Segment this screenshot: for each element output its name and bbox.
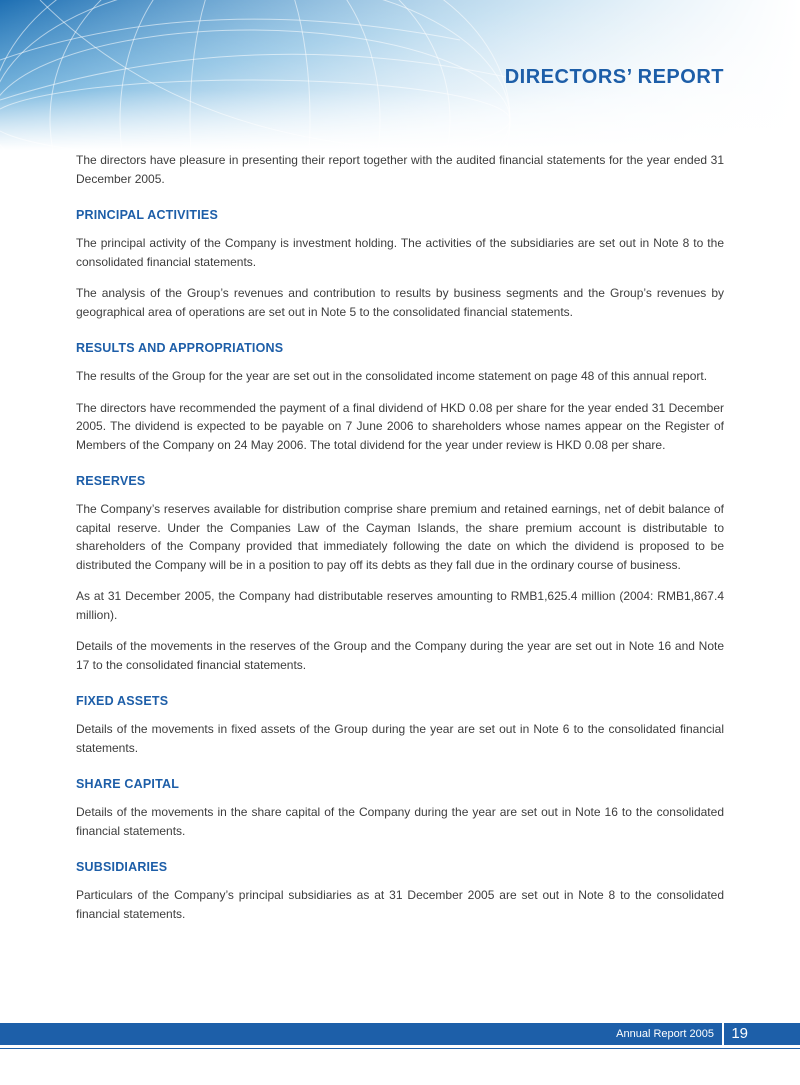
section-heading-subsidiaries: SUBSIDIARIES xyxy=(76,860,168,874)
page-number: 19 xyxy=(731,1025,748,1042)
footer-rule xyxy=(0,1048,800,1049)
section-heading-principal-activities: PRINCIPAL ACTIVITIES xyxy=(76,208,218,222)
section-heading-reserves: RESERVES xyxy=(76,474,146,488)
footer-report-label: Annual Report 2005 xyxy=(616,1028,714,1040)
section-paragraph: Details of the movements in the share capital of the Company during the year are set out in Note 16 to the consolidated financial statements. xyxy=(76,805,724,838)
section-paragraph: The results of the Group for the year are set out in the consolidated income statement on page 48 of this annual report. xyxy=(76,369,708,383)
section-paragraph: The directors have recommended the payment of a final dividend of HKD 0.08 per share for the year ended 31 December 2005. The dividend is expected to be payable on 7 June 2006 to shareholders whose names appear on the Register of Members of the Company on 24 May 2006. The total dividend for the year under review is HKD 0.08 per share. xyxy=(76,400,724,452)
section-heading-results-and-appropriations: RESULTS AND APPROPRIATIONS xyxy=(76,341,284,355)
section-paragraph: The analysis of the Group’s revenues and contribution to results by business segments and the Group’s revenues by geographical area of operations are set out in Note 5 to the consolidated financial statements. xyxy=(76,286,724,319)
page-title: DIRECTORS’ REPORT xyxy=(504,66,724,88)
footer-divider xyxy=(722,1023,724,1045)
section-paragraph: Particulars of the Company’s principal subsidiaries as at 31 December 2005 are set out in Note 8 to the consolidated financial statements. xyxy=(76,888,724,921)
section-paragraph: As at 31 December 2005, the Company had distributable reserves amounting to RMB1,625.4 million (2004: RMB1,867.4 million). xyxy=(76,589,724,622)
section-heading-fixed-assets: FIXED ASSETS xyxy=(76,694,169,708)
section-paragraph: The Company’s reserves available for distribution comprise share premium and retained earnings, net of debit balance of capital reserve. Under the Companies Law of the Cayman Islands, the share premium account is distributable to shareholders of the Company provided that immediately following the date on which the dividend is proposed to be distributed the Company will be in a position to pay off its debts as they fall due in the ordinary course of business. xyxy=(76,502,724,572)
section-paragraph: Details of the movements in the reserves of the Group and the Company during the year are set out in Note 16 and Note 17 to the consolidated financial statements. xyxy=(76,639,724,672)
intro-paragraph: The directors have pleasure in presenting their report together with the audited financial statements for the year ended 31 December 2005. xyxy=(76,153,724,186)
footer-bar xyxy=(0,1023,800,1045)
section-paragraph: Details of the movements in fixed assets of the Group during the year are set out in Note 6 to the consolidated financial statements. xyxy=(76,722,724,755)
report-body xyxy=(76,151,724,936)
section-paragraph: The principal activity of the Company is investment holding. The activities of the subsidiaries are set out in Note 8 to the consolidated financial statements. xyxy=(76,236,724,269)
section-heading-share-capital: SHARE CAPITAL xyxy=(76,777,180,791)
